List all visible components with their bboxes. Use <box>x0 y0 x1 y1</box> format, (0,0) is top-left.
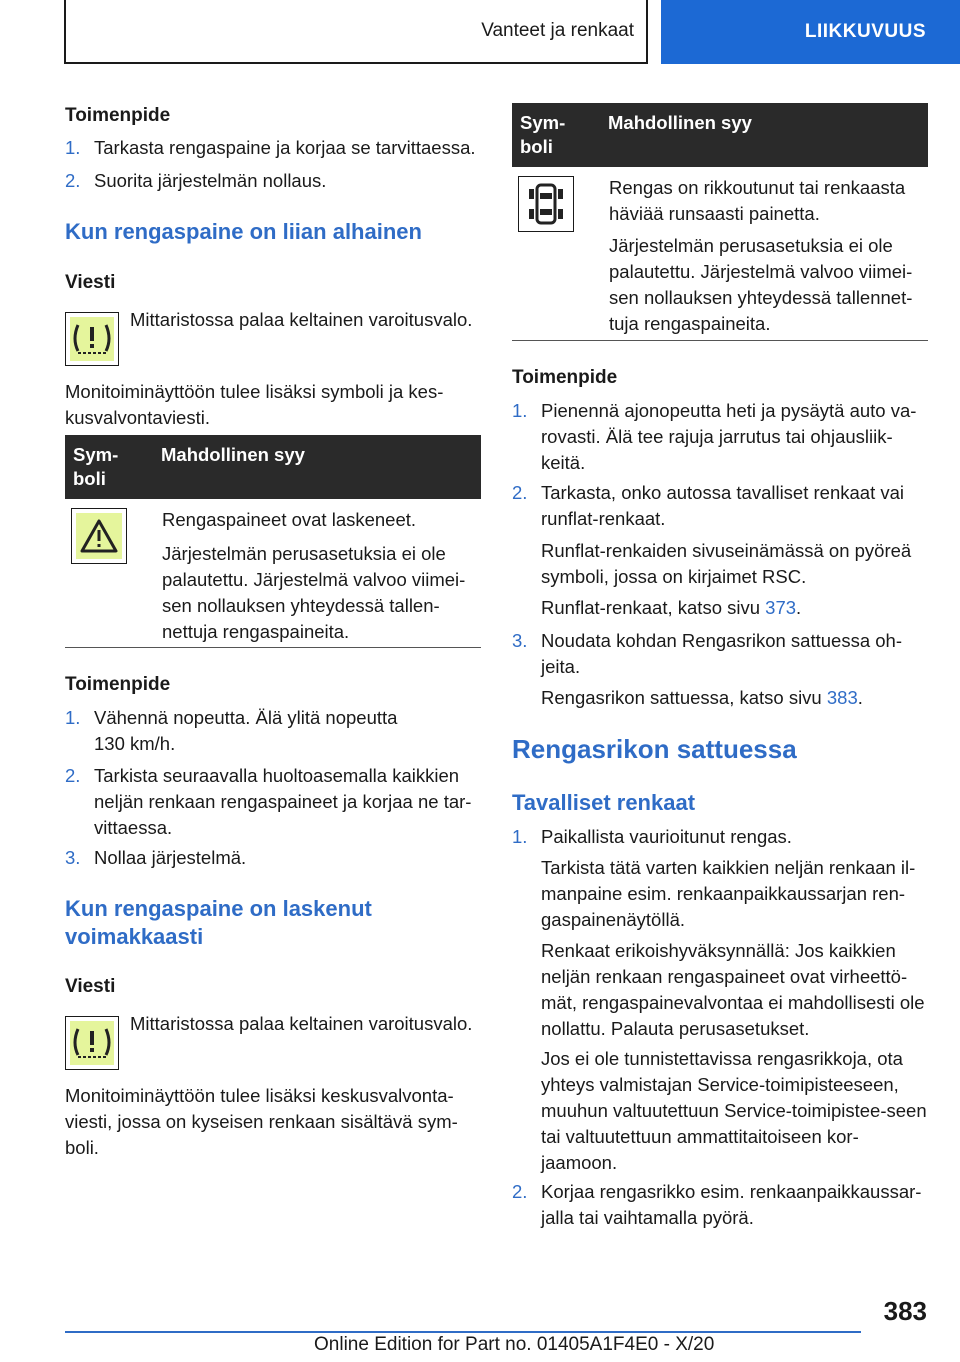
table-cell: Rengaspaineet ovat laskeneet. <box>162 509 417 530</box>
symbol-column-header: Sym-boli <box>520 112 566 157</box>
tire-pressure-warning-icon <box>65 1016 119 1070</box>
table-rule <box>65 647 481 648</box>
section-header <box>64 0 648 64</box>
step-number: 1. <box>65 137 81 158</box>
edition-text: Online Edition for Part no. 01405A1F4E0 - X/20 <box>314 1334 715 1355</box>
table-header <box>65 435 481 499</box>
table-cell: Järjestelmän perusasetuksia ei ole palautettu. Järjestelmä valvoo viimei-sen nollauksen yhteydessä tallen-nettuja rengaspaineita. <box>162 543 466 642</box>
step-paragraph: Runflat-renkaiden sivuseinämässä on pyöreä symboli, jossa on kirjaimet RSC. <box>541 540 912 587</box>
step-number: 3. <box>65 847 81 868</box>
list-item <box>512 398 928 476</box>
step-paragraph: Jos ei ole tunnistettavissa rengasrikkoja, ota yhteys valmistajan Service-toimipisteeseen, muuhun valtuutettuun Service-toimipistee-seen tai valtuutettuun ammattitaitoiseen kor-jaamoon. <box>541 1048 927 1173</box>
page-number: 383 <box>883 1296 927 1326</box>
step-text: Nollaa järjestelmä. <box>94 847 247 868</box>
step-number: 2. <box>512 482 528 503</box>
table-rule <box>512 340 928 341</box>
message-text: Monitoiminäyttöön tulee lisäksi keskusvalvonta-viesti, jossa on kyseisen renkaan sisältävä sym-boli. <box>65 1085 458 1158</box>
list-item <box>65 705 481 757</box>
step-text: Suorita järjestelmän nollaus. <box>94 170 327 191</box>
main-heading: Rengasrikon sattuessa <box>512 734 797 764</box>
step-number: 2. <box>65 170 81 191</box>
step-text: Vähennä nopeutta. Älä ylitä nopeutta 130 km/h. <box>94 707 398 754</box>
cause-column-header: Mahdollinen syy <box>608 112 752 133</box>
step-number: 3. <box>512 630 528 651</box>
step-text: Paikallista vaurioitunut rengas. <box>541 826 792 847</box>
list-item <box>512 480 928 532</box>
procedure-label: Toimenpide <box>512 367 618 388</box>
message-text: Monitoiminäyttöön tulee lisäksi symboli ja kes-kusvalvontaviesti. <box>65 381 444 428</box>
footer-divider <box>65 1331 861 1333</box>
step-number: 2. <box>65 765 81 786</box>
step-text: Korjaa rengasrikko esim. renkaanpaikkaussar-jalla tai vaihtamalla pyörä. <box>541 1181 922 1228</box>
cause-column-header: Mahdollinen syy <box>161 444 305 465</box>
chapter-title: LIIKKUVUUS <box>804 21 926 42</box>
section-heading: Kun rengaspaine on laskenut voimakkaasti <box>65 896 372 949</box>
step-text: Noudata kohdan Rengasrikon sattuessa oh-jeita. <box>541 630 902 677</box>
step-paragraph: Runflat-renkaat, katso sivu 373. <box>541 597 802 618</box>
step-number: 2. <box>512 1181 528 1202</box>
procedure-label: Toimenpide <box>65 105 171 126</box>
table-header <box>512 103 928 167</box>
step-paragraph: Tarkista tätä varten kaikkien neljän renkaan il-manpaine esim. renkaanpaikkaussarjan ren-gaspainenäytöllä. <box>541 857 916 930</box>
step-number: 1. <box>512 400 528 421</box>
procedure-label: Toimenpide <box>65 674 171 695</box>
list-item <box>65 135 481 161</box>
step-number: 1. <box>65 707 81 728</box>
symbol-column-header: Sym-boli <box>73 444 119 489</box>
sub-heading: Tavalliset renkaat <box>512 790 696 815</box>
step-paragraph: Renkaat erikoishyväksynnällä: Jos kaikkien neljän renkaan rengaspaineet ovat virheettö-mät, rengaspainevalvontaa ei mahdollisesti ole nollattu. Palauta perusasetukset. <box>541 940 925 1039</box>
page-link[interactable]: 373 <box>765 597 797 618</box>
section-title: Vanteet ja renkaat <box>481 20 634 41</box>
step-text: Tarkasta, onko autossa tavalliset renkaat vai runflat-renkaat. <box>541 482 904 529</box>
table-cell: Järjestelmän perusasetuksia ei ole palautettu. Järjestelmä valvoo viimei-sen nollauksen yhteydessä tallennet-tuja rengaspaineita. <box>609 235 913 334</box>
chapter-header <box>661 0 960 64</box>
page-link[interactable]: 383 <box>826 687 858 708</box>
list-item <box>512 1179 928 1231</box>
message-label: Viesti <box>65 976 116 997</box>
list-item <box>65 168 481 194</box>
warning-triangle-icon <box>71 508 127 564</box>
section-heading: Kun rengaspaine on liian alhainen <box>65 219 422 244</box>
icon-description: Mittaristossa palaa keltainen varoitusvalo. <box>130 309 473 330</box>
step-text: Tarkista seuraavalla huoltoasemalla kaikkien neljän renkaan rengaspaineet ja korjaa ne tar-vittaessa. <box>94 765 472 838</box>
icon-description: Mittaristossa palaa keltainen varoitusvalo. <box>130 1013 473 1034</box>
step-text: Tarkasta rengaspaine ja korjaa se tarvittaessa. <box>94 137 476 158</box>
list-item <box>512 824 928 850</box>
list-item <box>65 845 481 871</box>
tire-pressure-warning-icon <box>65 312 119 366</box>
list-item <box>65 763 481 841</box>
message-label: Viesti <box>65 272 116 293</box>
list-item <box>512 628 928 680</box>
step-paragraph: Rengasrikon sattuessa, katso sivu 383. <box>541 687 863 708</box>
table-cell: Rengas on rikkoutunut tai renkaasta häviää runsaasti painetta. <box>609 177 906 224</box>
step-text: Pienennä ajonopeutta heti ja pysäytä auto va-rovasti. Älä tee rajuja jarrutus tai ohjausliik-keitä. <box>541 400 917 473</box>
step-number: 1. <box>512 826 528 847</box>
car-tire-symbol-icon <box>518 176 574 232</box>
